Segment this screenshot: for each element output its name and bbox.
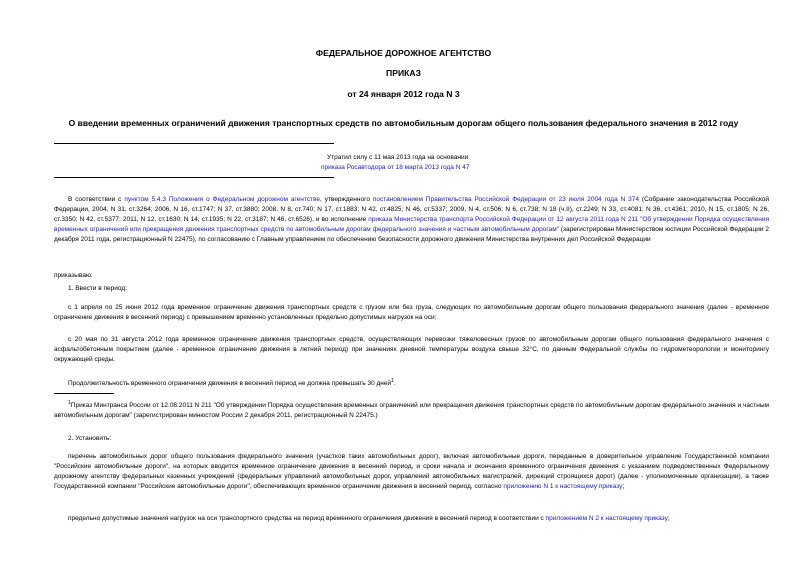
order-word: приказываю: <box>54 272 93 279</box>
revocation-text: Утратил силу с 11 мая 2013 года на основании <box>327 154 469 161</box>
revocation-note <box>321 153 470 173</box>
item-2-heading: 2. Установить: <box>68 435 112 442</box>
document-type: ПРИКАЗ <box>386 68 421 78</box>
footnote-mark: 1 <box>68 400 71 406</box>
footnote: $^1$Приказ Минтранса России от 12.08.2011 N 211 "Об утверждении Порядка осуществления временных ограничений или прекращения движения транспортных средств по автомобильным дорогам федерального значения и частным автомобильным дорогам" (зарегистрирован минюстом России 2 декабря 2011, регистрационный N 22475.) <box>54 400 769 420</box>
road-list-paragraph: перечень автомобильных дорог общего пользования федерального значения (участков таких автомобильных дорог), включая автомобильные дороги, переданные в доверительное управление Государственной компании "Российские автомобильные дороги", на которых вводится временное ограничение движения в весенний период, и сроки начала и окончания временного ограничения движения с указанием подведомственных Федеральному дорожному агентству федеральных казенных учреждений (федеральных управлений автомобильных дорог, управлений автомобильных магистралей, дирекций строящихся дорог) (далее - уполномоченные организации), а также Государственной компании "Российские автомобильные дороги", обеспечивающих временное ограничение движения в весенний период, согласно приложению N 1 к настоящему приказу; <box>54 453 769 491</box>
document-date: от 24 января 2012 года N 3 <box>347 89 460 99</box>
separator-line <box>54 143 334 144</box>
axle-loads-paragraph: предельно допустимые значения нагрузок на оси транспортного средства на период временного ограничения движения в весенний период в соответствии с приложением N 2 к настоящему приказу; <box>68 515 670 522</box>
preamble-paragraph: В соответствии с пунктом 5.4.3 Положения о Федеральном дорожном агентстве, утвержденного постановлением Правительства Российской Федерации от 23 июля 2004 года N 374 (Собрание законодательства Российской Федерации, 2004, N 31, ст.3264; 2006, N 16, ст.1747; N 37, ст.3880; 2008, N 8, ст.740; N 17, ст.1883; N 42, ст.4825; N 46, ст.5337; 2009, N 4, ст.506; N 6, ст.738; N 18 (ч.II), ст.2249; N 33, ст.4081; N 36, ст.4361; 2010, N 15, ст.1805; N 26, ст.3350; N 42, ст.5377; 2011, N 12, ст.1630; N 14, ст.1935; N 22, ст.3187; N 46, ст.6526), и во исполнение приказа Министерства транспорта Российской Федерации от 12 августа 2011 года N 211 "Об утверждении Порядка осуществления временных ограничений или прекращения движения транспортных средств по автомобильным дорогам федерального значения и частным автомобильным дорогам" (зарегистрирован Министерством юстиции Российской Федерации 2 декабря 2011 года, регистрационный N 22475), по согласованию с Главным управлением по обеспечению безопасности дорожного движения Министерства внутренних дел Российской Федерации <box>54 196 769 244</box>
link-ministry-order[interactable]: приказа Министерства транспорта Российской Федерации от 12 августа 2011 года N 211 "Об утверждении Порядка осуществления временных ограничений или прекращения движения транспортных средств по автомобильным дорогам федерального значения и частным автомобильным дорогам" <box>54 216 769 234</box>
duration-paragraph: Продолжительность временного ограничения движения в весенний период не должна превышать 30 дней$^1$. <box>68 378 396 388</box>
link-appendix-1[interactable]: приложению N 1 к настоящему приказу <box>503 483 623 491</box>
separator-line <box>54 177 334 178</box>
revocation-link[interactable]: приказа Росавтодора от 18 марта 2013 года N 47 <box>321 164 470 171</box>
link-government-resolution[interactable]: постановлением Правительства Российской Федерации от 23 июля 2004 года N 374 <box>372 196 640 203</box>
footnote-separator <box>54 393 114 394</box>
item-1-heading: 1. Ввести в период: <box>68 285 127 292</box>
spring-restriction-paragraph: с 1 апреля по 25 июня 2012 года временное ограничение движения транспортных средств с грузом или без груза, следующих по автомобильным дорогам общего пользования федерального значения (далее - временное ограничение движения в весенний период) с превышением временно установленных предельно допустимых нагрузок на оси; <box>54 304 769 322</box>
document-title: О введении временных ограничений движения транспортных средств по автомобильным дорогам общего пользования федерального значения в 2012 году <box>68 118 739 128</box>
link-regulation-clause[interactable]: пунктом 5.4.3 Положения о Федеральном дорожном агентстве <box>124 196 320 203</box>
footnote-reference[interactable]: 1 <box>391 378 394 384</box>
summer-restriction-paragraph: с 20 мая по 31 августа 2012 года временное ограничение движения транспортных средств, осуществляющих перевозки тяжеловесных грузов по автомобильным дорогам общего пользования федерального значения с асфальтобетонным покрытием (далее - временное ограничение движения в летний период) при значениях дневной температуры воздуха свыше 32°С, по данным Федеральной службы по гидрометеорологии и мониторингу окружающей среды. <box>54 336 769 364</box>
link-appendix-2[interactable]: приложением N 2 к настоящему приказу <box>545 515 668 522</box>
agency-name: ФЕДЕРАЛЬНОЕ ДОРОЖНОЕ АГЕНТСТВО <box>315 48 492 58</box>
